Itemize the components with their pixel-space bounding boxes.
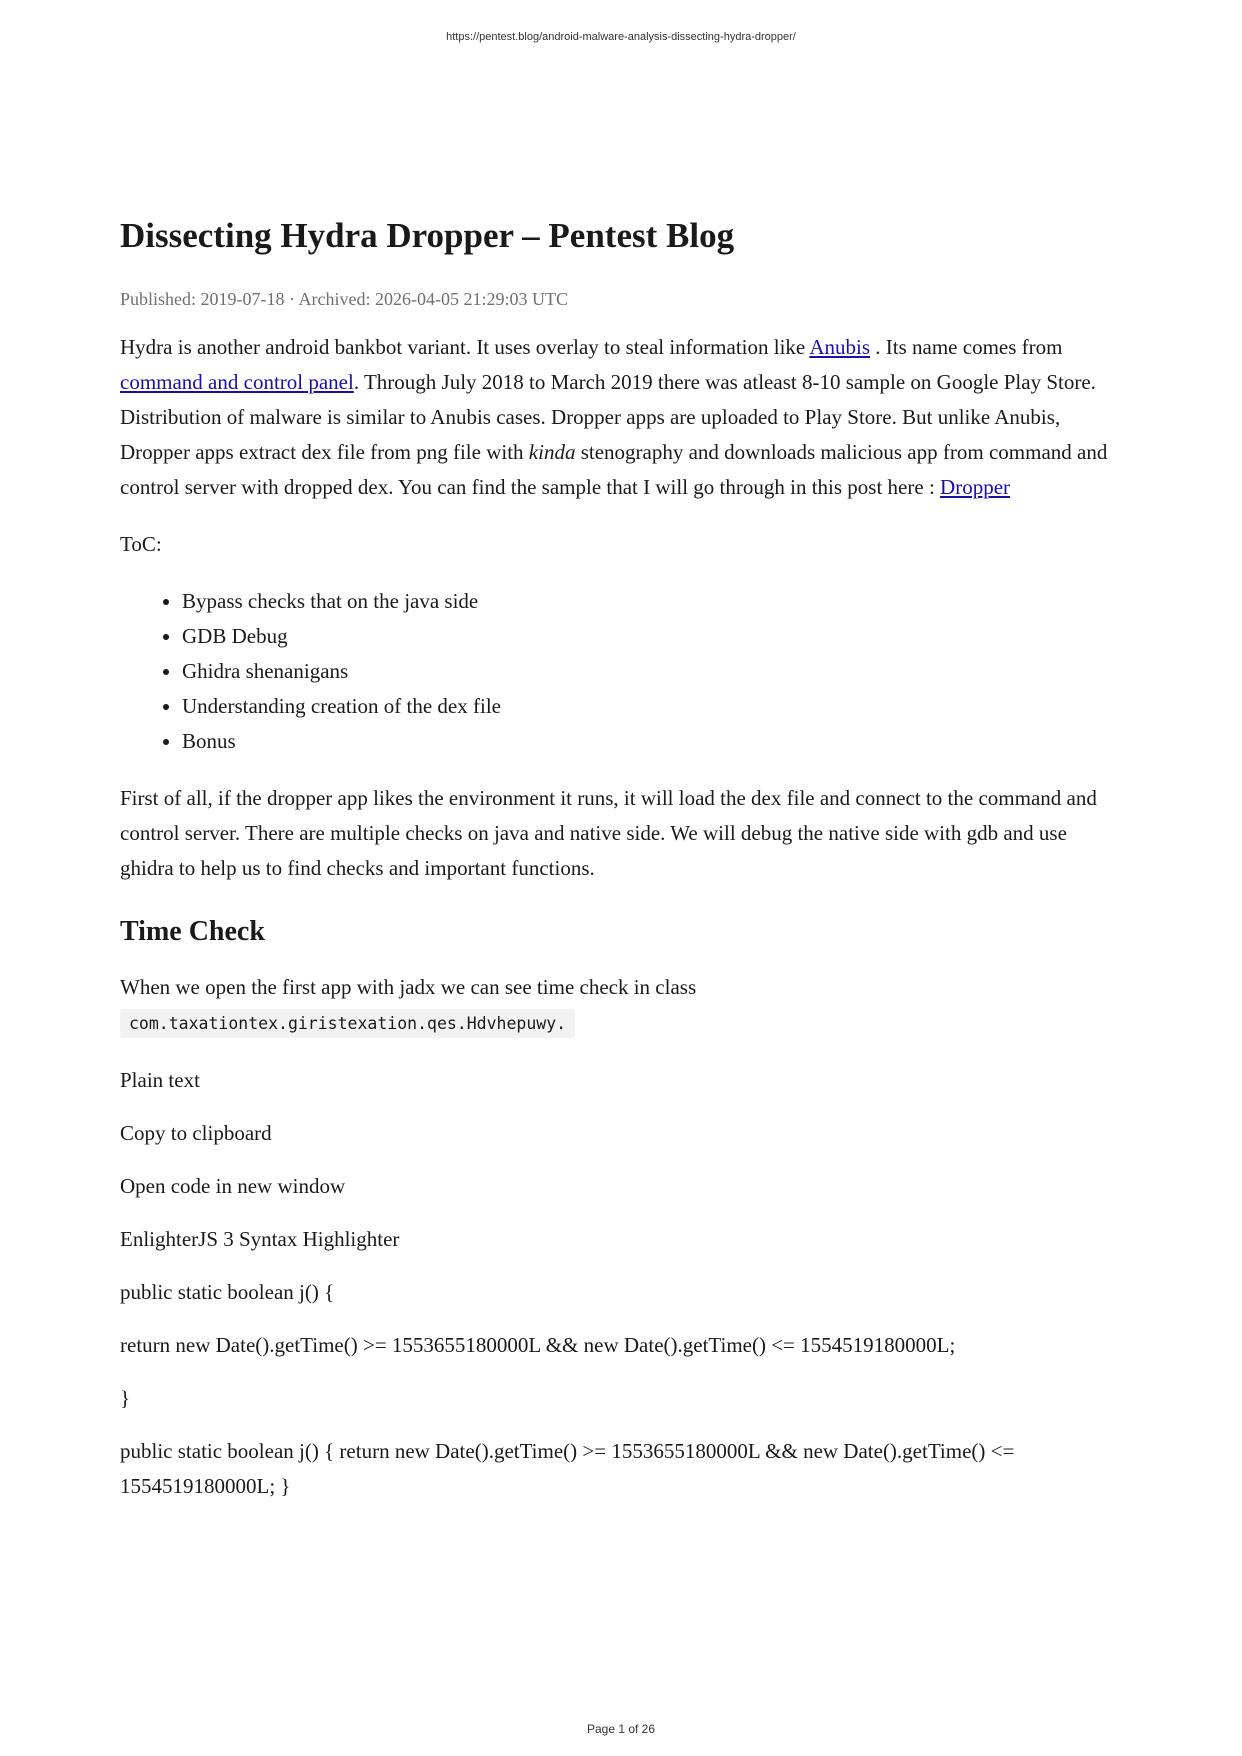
toc-label: ToC: (120, 532, 162, 556)
article-title: Dissecting Hydra Dropper – Pentest Blog (120, 216, 735, 255)
jadx-text: When we open the first app with jadx we can see time check in class (120, 975, 697, 999)
toc-item-bonus: • Bonus (182, 724, 1120, 759)
code-line-3: } (120, 1386, 131, 1410)
open-code-new-window-label[interactable]: Open code in new window (120, 1174, 346, 1198)
intro-emphasis-kinda: kinda (528, 440, 576, 464)
command-and-control-panel-link[interactable]: command and control panel (120, 370, 354, 394)
toc-item-bypass-checks: • Bypass checks that on the java side (182, 584, 1120, 619)
page-number-footer: Page 1 of 26 (586, 1722, 656, 1736)
toc-item-dex-creation: • Understanding creation of the dex file (182, 689, 1120, 724)
jadx-paragraph (120, 970, 1120, 1041)
dropper-link[interactable]: Dropper (940, 475, 1011, 499)
intro-paragraph (120, 330, 1120, 505)
toc-item-gdb-debug: • GDB Debug (182, 619, 1120, 654)
intro-text-3: . Through July 2018 to March 2019 there was atleast 8-10 sample on Google Play Store. Distribution of malware is similar to Anubis cases. Dropper apps are uploaded to Play Store. But unlike Anubis, Dropper apps extract dex file from png file with (120, 370, 1096, 464)
toc-list (120, 584, 1120, 759)
article (120, 212, 1120, 1526)
toc-item-ghidra: • Ghidra shenanigans (182, 654, 1120, 689)
anubis-link[interactable]: Anubis (809, 335, 871, 359)
code-inline-paragraph: public static boolean j() { return new Date().getTime() >= 1553655180000L && new Date().getTime() <= 1554519180000L; } (120, 1439, 1015, 1498)
code-line-1: public static boolean j() { (120, 1280, 335, 1304)
section-heading-time-check: Time Check (120, 916, 265, 947)
intro-text-2: . Its name comes from (870, 335, 1063, 359)
page-url-header: https://pentest.blog/android-malware-analysis-dissecting-hydra-dropper/ (446, 31, 796, 43)
enlighter-label: EnlighterJS 3 Syntax Highlighter (120, 1227, 400, 1251)
code-line-2: return new Date().getTime() >= 1553655180000L && new Date().getTime() <= 1554519180000L; (120, 1333, 956, 1357)
class-name-code: com.taxationtex.giristexation.qes.Hdvhepuwy. (120, 1009, 575, 1038)
article-meta: Published: 2019-07-18 · Archived: 2026-04-05 21:29:03 UTC (120, 289, 568, 309)
plain-text-label[interactable]: Plain text (120, 1068, 200, 1092)
copy-to-clipboard-label[interactable]: Copy to clipboard (120, 1121, 272, 1145)
intro-text-4: stenography and downloads malicious app from command and control server with dropped dex. You can find the sample that I will go through in this post here : (120, 440, 1108, 499)
intro-text-1: Hydra is another android bankbot variant. It uses overlay to steal information like (120, 335, 810, 359)
first-paragraph: First of all, if the dropper app likes the environment it runs, it will load the dex file and connect to the command and control server. There are multiple checks on java and native side. We will debug the native side with gdb and use ghidra to help us to find checks and important functions. (120, 786, 1097, 880)
